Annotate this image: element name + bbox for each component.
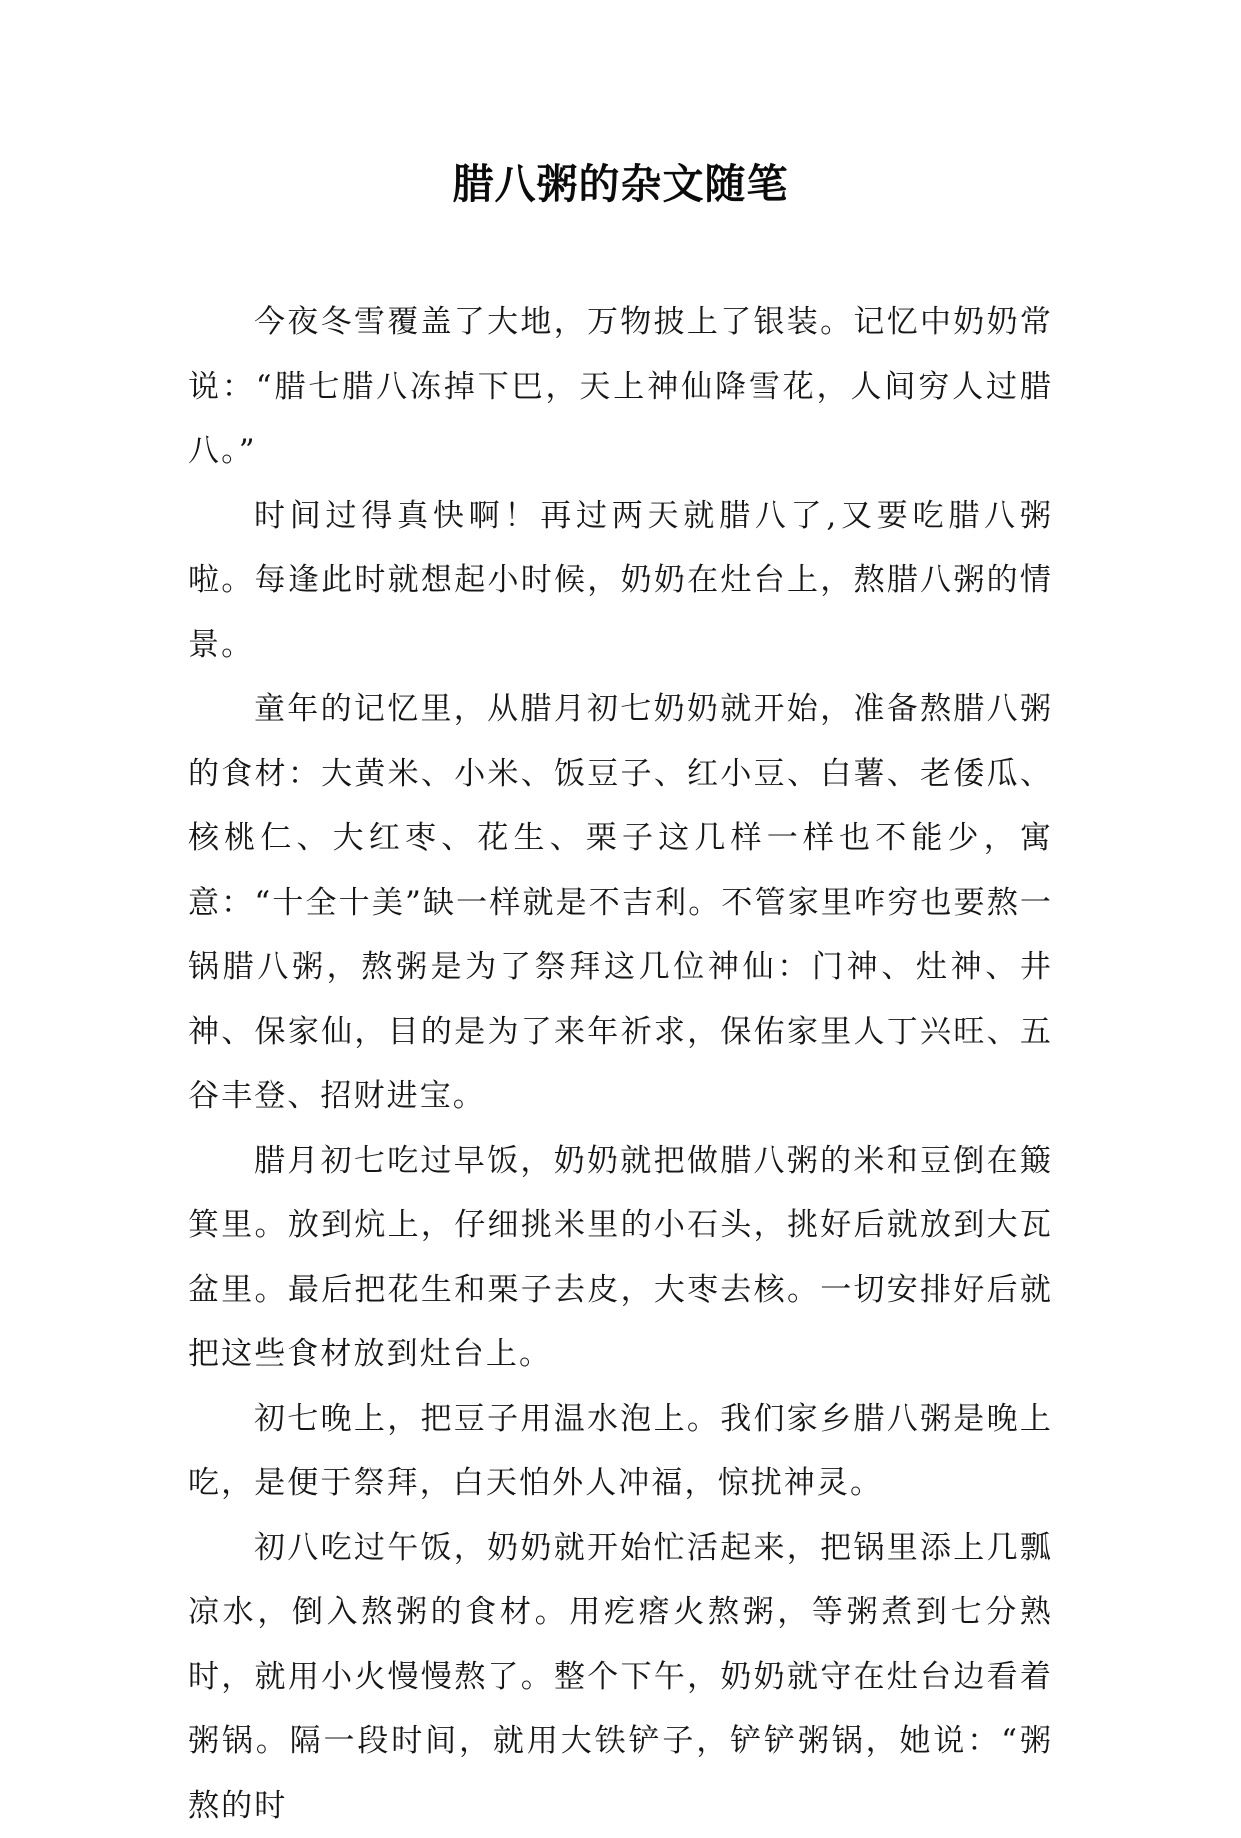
document-body bbox=[188, 290, 1053, 1838]
paragraph: 童年的记忆里，从腊月初七奶奶就开始，准备熬腊八粥的食材：大黄米、小米、饭豆子、红小豆、白薯、老倭瓜、核桃仁、大红枣、花生、栗子这几样一样也不能少，寓意：“十全十美”缺一样就是不吉利。不管家里咋穷也要熬一锅腊八粥，熬粥是为了祭拜这几位神仙：门神、灶神、井神、保家仙，目的是为了来年祈求，保佑家里人丁兴旺、五谷丰登、招财进宝。 bbox=[188, 677, 1053, 1129]
paragraph: 今夜冬雪覆盖了大地，万物披上了银装。记忆中奶奶常说：“腊七腊八冻掉下巴，天上神仙降雪花，人间穷人过腊八。” bbox=[188, 290, 1053, 484]
paragraph: 初七晚上，把豆子用温水泡上。我们家乡腊八粥是晚上吃，是便于祭拜，白天怕外人冲福，惊扰神灵。 bbox=[188, 1387, 1053, 1516]
paragraph: 时间过得真快啊！再过两天就腊八了,又要吃腊八粥啦。每逢此时就想起小时候，奶奶在灶台上，熬腊八粥的情景。 bbox=[188, 484, 1053, 678]
paragraph: 初八吃过午饭，奶奶就开始忙活起来，把锅里添上几瓢凉水，倒入熬粥的食材。用疙瘩火熬粥，等粥煮到七分熟时，就用小火慢慢熬了。整个下午，奶奶就守在灶台边看着粥锅。隔一段时间，就用大铁铲子，铲铲粥锅，她说：“粥熬的时 bbox=[188, 1516, 1053, 1838]
paragraph: 腊月初七吃过早饭，奶奶就把做腊八粥的米和豆倒在簸箕里。放到炕上，仔细挑米里的小石头，挑好后就放到大瓦盆里。最后把花生和栗子去皮，大枣去核。一切安排好后就把这些食材放到灶台上。 bbox=[188, 1129, 1053, 1387]
document-title: 腊八粥的杂文随笔 bbox=[0, 156, 1241, 212]
